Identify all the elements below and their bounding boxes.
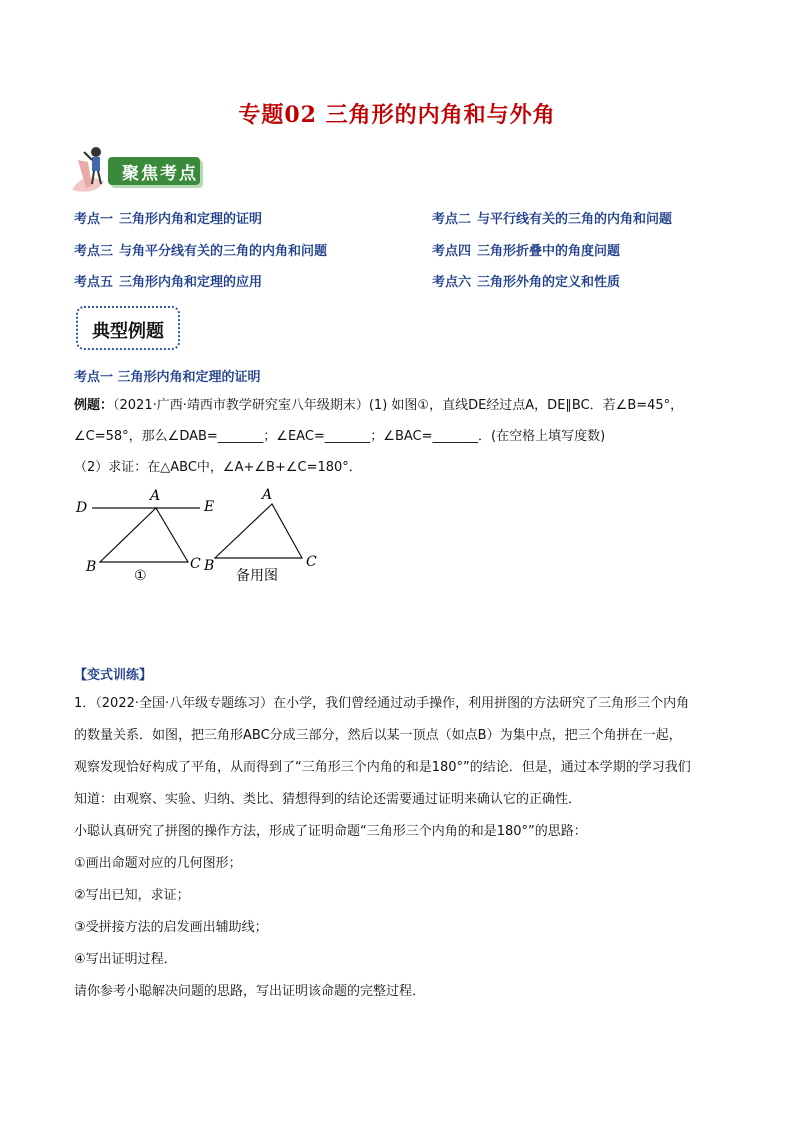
kaodian-tag: 考点一 xyxy=(74,212,114,227)
label-B2: B xyxy=(204,558,215,574)
training-heading: 【变式训练】 xyxy=(74,668,153,683)
kaodian-text: 三角形内角和定理的证明 xyxy=(119,212,263,227)
page-title: 专题02 三角形的内角和与外角 xyxy=(238,102,556,128)
kaodian-tag: 考点二 xyxy=(432,212,472,227)
problem-line-5: 小聪认真研究了拼图的操作方法，形成了证明命题“三角形三个内角的和是180°”的思路： xyxy=(74,824,587,839)
example-label: 例题： xyxy=(74,398,114,413)
example-box-label: 典型例题 xyxy=(92,321,164,342)
label-E: E xyxy=(204,499,215,515)
kaodian-text: 与角平分线有关的三角的内角和问题 xyxy=(119,244,328,259)
label-A: A xyxy=(150,488,161,504)
triangle-diagram xyxy=(70,484,350,594)
kaodian-text: 三角形外角的定义和性质 xyxy=(477,275,621,290)
label-C: C xyxy=(190,556,201,572)
kaodian-text: 三角形内角和定理的应用 xyxy=(119,275,263,290)
kaodian-text: 与平行线有关的三角的内角和问题 xyxy=(477,212,673,227)
kaodian-tag: 考点三 xyxy=(74,244,114,259)
label-A2: A xyxy=(262,487,273,503)
example-box xyxy=(76,306,180,350)
kaodian-text: 三角形折叠中的角度问题 xyxy=(477,244,621,259)
kaodian-tag: 考点四 xyxy=(432,244,472,259)
kaodian-6 xyxy=(432,271,620,290)
problem-line-7: ②写出已知，求证； xyxy=(74,888,190,903)
example-text: （2021·广西·靖西市教学研究室八年级期末）(1) 如图①，直线DE经过点A，DE∥BC．若∠B=45°， xyxy=(113,398,684,413)
label-C2: C xyxy=(306,554,317,570)
example-line-2: ∠C=58°，那么∠DAB=_______；∠EAC=_______；∠BAC=_______．(在空格上填写度数) xyxy=(74,429,606,444)
problem-line-6: ①画出命题对应的几何图形； xyxy=(74,856,242,871)
figure-2-caption: 备用图 xyxy=(236,568,278,584)
problem-line-4: 知道：由观察、实验、归纳、类比、猜想得到的结论还需要通过证明来确认它的正确性． xyxy=(74,792,582,807)
kaodian-3 xyxy=(74,240,327,259)
kaodian-tag: 考点五 xyxy=(74,275,114,290)
problem-line-9: ④写出证明过程． xyxy=(74,952,177,967)
focus-banner xyxy=(64,140,214,198)
problem-line-1: 1．（2022·全国·八年级专题练习）在小学，我们曾经通过动手操作，利用拼图的方法研究了三角形三个内角 xyxy=(74,696,690,711)
label-D: D xyxy=(76,500,88,516)
figure-2 xyxy=(203,487,317,584)
figure-1 xyxy=(75,488,214,584)
kaodian-1 xyxy=(74,208,262,227)
banner-label: 聚焦考点 xyxy=(122,164,198,184)
kaodian-tag: 考点六 xyxy=(432,275,472,290)
label-B: B xyxy=(86,559,97,575)
section-heading: 考点一 三角形内角和定理的证明 xyxy=(74,370,261,385)
kaodian-2 xyxy=(432,208,672,227)
problem-line-8: ③受拼接方法的启发画出辅助线； xyxy=(74,920,268,935)
example-line-1 xyxy=(74,397,734,415)
kaodian-5 xyxy=(74,271,262,290)
figure-1-caption: ① xyxy=(134,568,147,584)
kaodian-4 xyxy=(432,240,620,259)
problem-line-3: 观察发现恰好构成了平角，从而得到了“三角形三个内角的和是180°”的结论．但是，通过本学期的学习我们 xyxy=(74,760,691,775)
example-line-3: （2）求证：在△ABC中，∠A+∠B+∠C=180°． xyxy=(74,460,362,475)
problem-line-10: 请你参考小聪解决问题的思路，写出证明该命题的完整过程． xyxy=(74,984,426,999)
problem-line-2: 的数量关系．如图，把三角形ABC分成三部分，然后以某一顶点（如点B）为集中点，把三个角拼在一起， xyxy=(74,728,682,743)
